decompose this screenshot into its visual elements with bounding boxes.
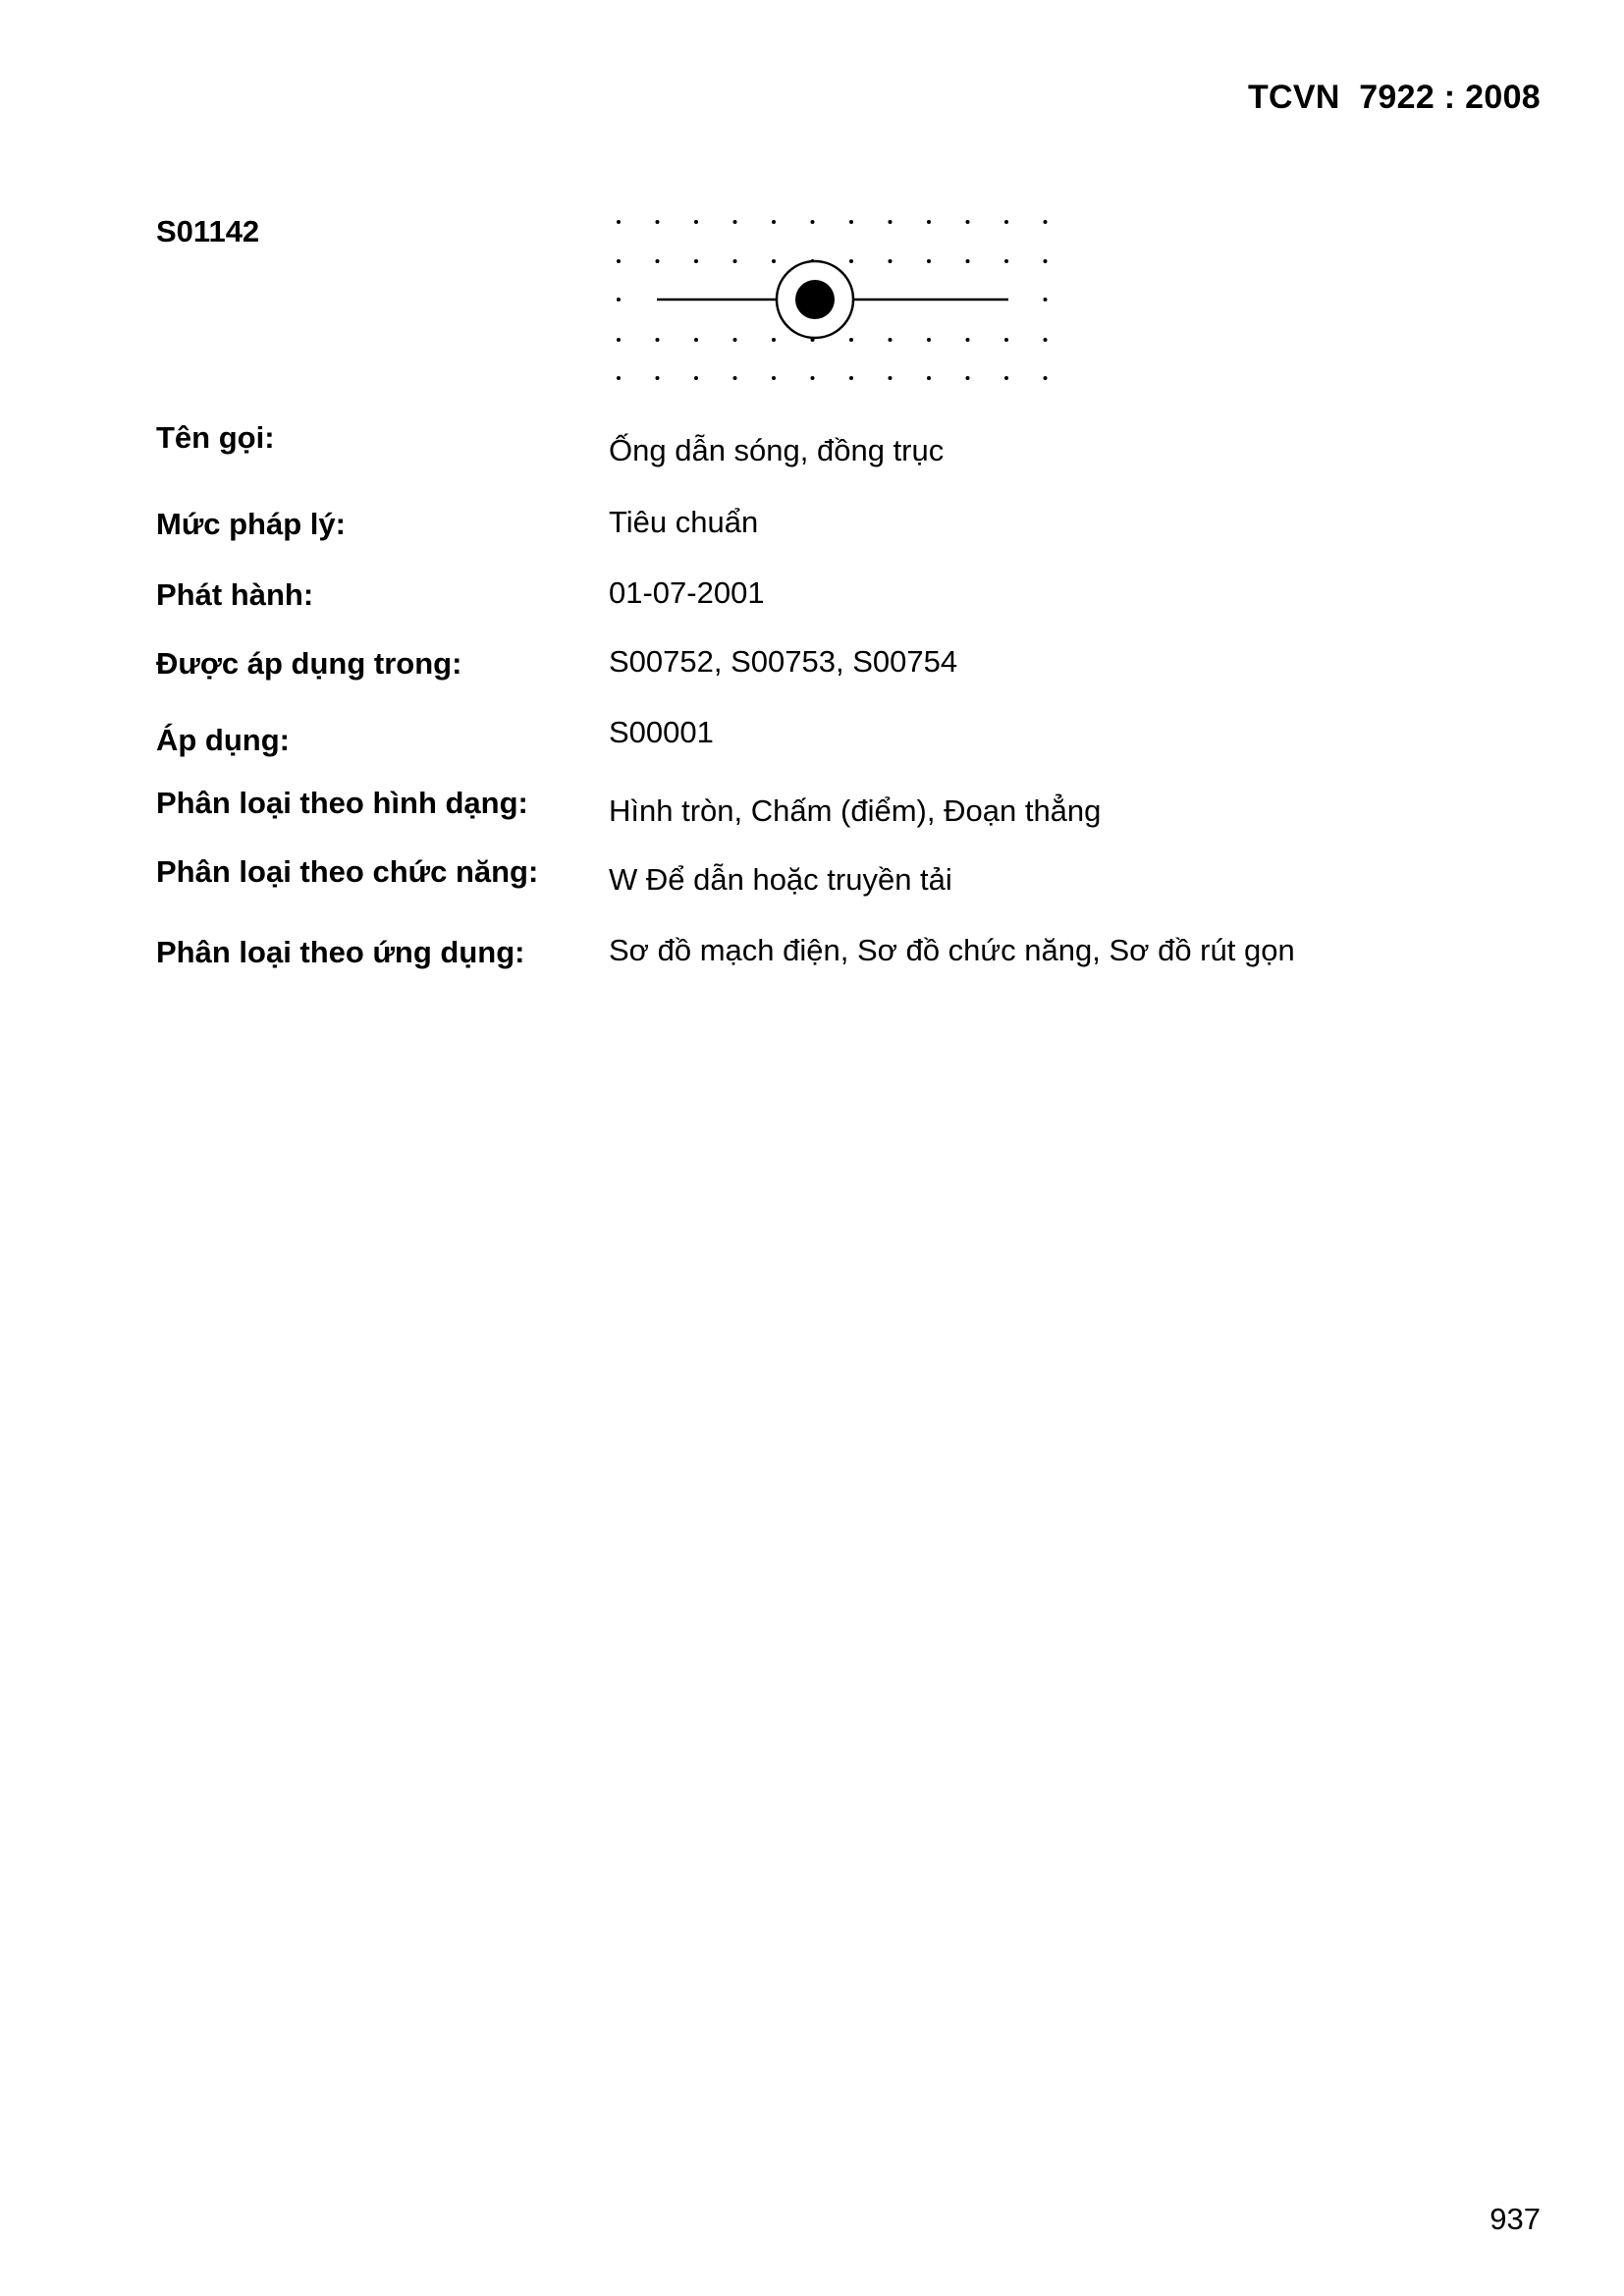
grid-dot bbox=[772, 376, 776, 380]
grid-dot bbox=[927, 376, 931, 380]
field-label-issued: Phát hành: bbox=[156, 577, 314, 612]
grid-dot bbox=[617, 376, 621, 380]
grid-dot bbox=[811, 376, 815, 380]
field-value-application-class: Sơ đồ mạch điện, Sơ đồ chức năng, Sơ đồ rút gọn bbox=[609, 933, 1295, 967]
grid-dot bbox=[617, 220, 621, 224]
symbol-inner-dot bbox=[795, 280, 835, 319]
field-label-applies: Áp dụng: bbox=[156, 723, 291, 757]
field-value-name: Ống dẫn sóng, đồng trục bbox=[609, 433, 945, 467]
field-value-function-class: W Để dẫn hoặc truyền tải bbox=[609, 862, 952, 897]
field-value-legal-level: Tiêu chuẩn bbox=[609, 505, 759, 539]
grid-dot bbox=[889, 376, 893, 380]
grid-dot bbox=[772, 220, 776, 224]
grid-dot bbox=[733, 376, 737, 380]
field-label-legal-level: Mức pháp lý: bbox=[156, 507, 346, 541]
grid-dot bbox=[1004, 338, 1008, 342]
grid-dot bbox=[811, 220, 815, 224]
grid-dot bbox=[617, 259, 621, 263]
grid-dot bbox=[966, 338, 970, 342]
grid-dot bbox=[656, 220, 660, 224]
grid-dot bbox=[656, 259, 660, 263]
field-value-issued: 01-07-2001 bbox=[609, 575, 765, 610]
grid-dot bbox=[694, 220, 698, 224]
grid-dot bbox=[733, 338, 737, 342]
grid-dot bbox=[927, 220, 931, 224]
coaxial-waveguide-symbol-icon bbox=[609, 208, 1060, 395]
grid-dot bbox=[1044, 220, 1048, 224]
grid-dot bbox=[694, 338, 698, 342]
field-value-shape-class: Hình tròn, Chấm (điểm), Đoạn thẳng bbox=[609, 793, 1102, 828]
document-header-standard-code: TCVN 7922 : 2008 bbox=[1247, 79, 1541, 116]
field-value-applies: S00001 bbox=[609, 715, 714, 749]
grid-dot bbox=[927, 259, 931, 263]
grid-dot bbox=[656, 338, 660, 342]
grid-dot bbox=[1004, 376, 1008, 380]
grid-dot bbox=[966, 259, 970, 263]
field-label-application-class: Phân loại theo ứng dụng: bbox=[156, 935, 525, 969]
grid-dot bbox=[694, 259, 698, 263]
grid-dot bbox=[927, 338, 931, 342]
field-label-shape-class: Phân loại theo hình dạng: bbox=[156, 786, 528, 820]
grid-dot bbox=[733, 220, 737, 224]
grid-dot bbox=[966, 220, 970, 224]
grid-dot bbox=[1004, 259, 1008, 263]
field-label-name: Tên gọi: bbox=[156, 420, 275, 455]
field-label-applied-in: Được áp dụng trong: bbox=[156, 646, 462, 681]
grid-dot bbox=[889, 220, 893, 224]
grid-dot bbox=[849, 220, 853, 224]
grid-dot bbox=[733, 259, 737, 263]
grid-dot bbox=[1044, 338, 1048, 342]
field-value-applied-in: S00752, S00753, S00754 bbox=[609, 644, 958, 679]
grid-dot bbox=[656, 376, 660, 380]
grid-dot bbox=[694, 376, 698, 380]
field-label-function-class: Phân loại theo chức năng: bbox=[156, 854, 539, 889]
grid-dot bbox=[1044, 259, 1048, 263]
page-number: 937 bbox=[1489, 2202, 1541, 2236]
grid-dot bbox=[889, 338, 893, 342]
grid-dot bbox=[1044, 298, 1048, 301]
grid-dot bbox=[617, 298, 621, 301]
grid-dot bbox=[849, 376, 853, 380]
grid-dot bbox=[617, 338, 621, 342]
grid-dot bbox=[1004, 220, 1008, 224]
grid-dot bbox=[772, 259, 776, 263]
grid-dot bbox=[772, 338, 776, 342]
grid-dot bbox=[1044, 376, 1048, 380]
grid-dot bbox=[849, 338, 853, 342]
symbol-id: S01142 bbox=[156, 214, 260, 248]
grid-dot bbox=[966, 376, 970, 380]
grid-dot bbox=[889, 259, 893, 263]
grid-dot bbox=[849, 259, 853, 263]
